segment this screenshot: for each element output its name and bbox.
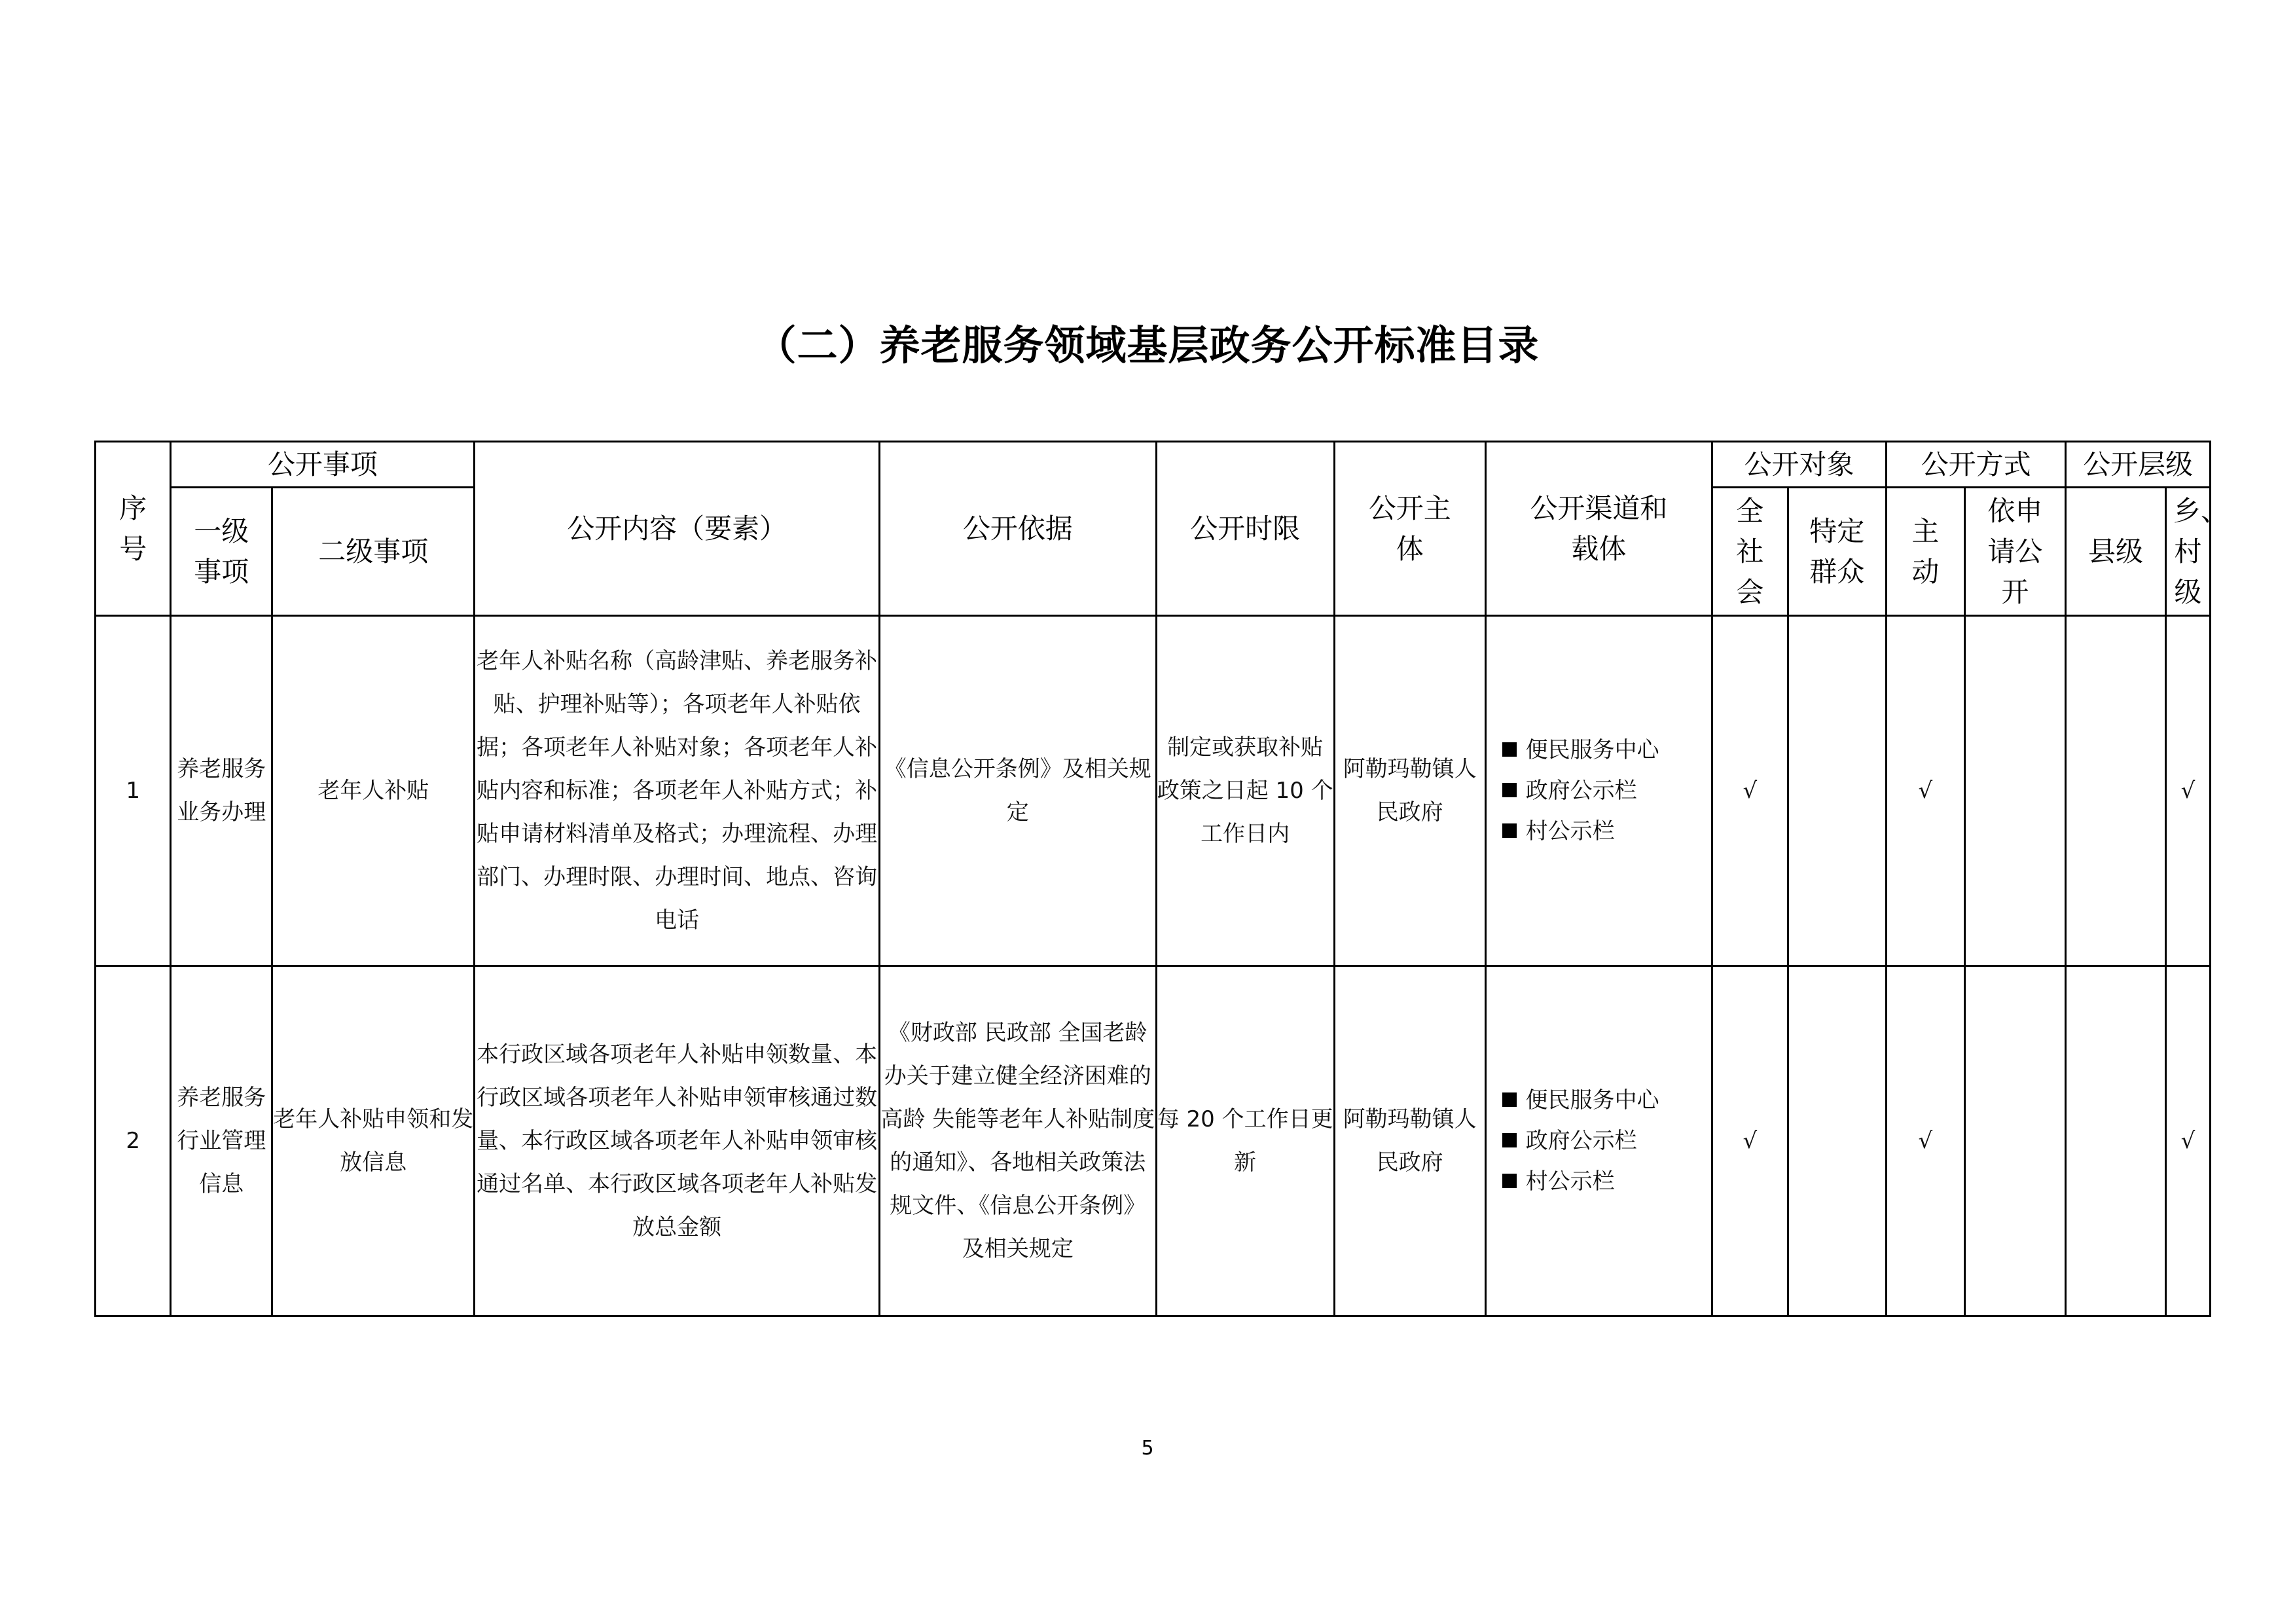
row-channels bbox=[1485, 966, 1712, 1316]
header-method-group: 公开方式 bbox=[1887, 442, 2066, 488]
table-row bbox=[96, 616, 2211, 966]
square-bullet-icon bbox=[1502, 1133, 1517, 1147]
header-level-county: 县级 bbox=[2066, 488, 2166, 616]
row-object-all-check: √ bbox=[1712, 616, 1788, 966]
row-level-town-check: √ bbox=[2165, 616, 2210, 966]
header-time-limit: 公开时限 bbox=[1156, 442, 1334, 616]
row-content: 老年人补贴名称（高龄津贴、养老服务补贴、护理补贴等）；各项老年人补贴依据；各项老年人补贴对象；各项老年人补贴内容和标准；各项老年人补贴方式；补贴申请材料清单及格式；办理流程、办理部门、办理时限、办理时间、地点、咨询电话 bbox=[475, 616, 880, 966]
header-row-1 bbox=[96, 442, 2211, 488]
square-bullet-icon bbox=[1502, 1092, 1517, 1107]
row-time-limit: 每 20 个工作日更新 bbox=[1156, 966, 1334, 1316]
catalog-table bbox=[94, 441, 2228, 1317]
row-level1: 养老服务业务办理 bbox=[171, 616, 272, 966]
header-level1: 一级事项 bbox=[171, 488, 272, 616]
row-method-active-check: √ bbox=[1887, 966, 1965, 1316]
page-title: （二）养老服务领域基层政务公开标准目录 bbox=[755, 321, 1540, 369]
header-items-group: 公开事项 bbox=[171, 442, 475, 488]
header-object-all: 全社会 bbox=[1712, 488, 1788, 616]
row-seq: 2 bbox=[96, 966, 171, 1316]
channel-item bbox=[1502, 1080, 1711, 1121]
header-object-group: 公开对象 bbox=[1712, 442, 1887, 488]
channel-item bbox=[1502, 1121, 1711, 1161]
channel-label: 便民服务中心 bbox=[1525, 737, 1659, 763]
header-method-active: 主动 bbox=[1887, 488, 1965, 616]
page-number: 5 bbox=[1141, 1437, 1154, 1460]
channel-label: 便民服务中心 bbox=[1525, 1087, 1659, 1113]
channel-item bbox=[1502, 730, 1711, 770]
row-level1: 养老服务行业管理信息 bbox=[171, 966, 272, 1316]
header-level-town: 乡、村级 bbox=[2165, 488, 2210, 616]
header-level-group: 公开层级 bbox=[2066, 442, 2211, 488]
row-object-specific-check bbox=[1788, 966, 1887, 1316]
header-basis: 公开依据 bbox=[879, 442, 1156, 616]
channel-item bbox=[1502, 770, 1711, 811]
row-level-town-check: √ bbox=[2165, 966, 2210, 1316]
row-basis: 《信息公开条例》及相关规定 bbox=[879, 616, 1156, 966]
header-level2: 二级事项 bbox=[272, 488, 475, 616]
square-bullet-icon bbox=[1502, 742, 1517, 757]
channel-list bbox=[1487, 730, 1711, 852]
header-content: 公开内容（要素） bbox=[475, 442, 880, 616]
header-method-apply: 依申请公开 bbox=[1964, 488, 2066, 616]
channel-label: 村公示栏 bbox=[1525, 1168, 1615, 1195]
channel-list bbox=[1487, 1080, 1711, 1202]
channel-item bbox=[1502, 1161, 1711, 1202]
header-channel: 公开渠道和载体 bbox=[1485, 442, 1712, 616]
table-row bbox=[96, 966, 2211, 1316]
row-level-county-check bbox=[2066, 966, 2166, 1316]
channel-label: 政府公示栏 bbox=[1525, 1128, 1637, 1154]
row-level2: 老年人补贴 bbox=[272, 616, 475, 966]
square-bullet-icon bbox=[1502, 823, 1517, 838]
row-seq: 1 bbox=[96, 616, 171, 966]
row-object-all-check: √ bbox=[1712, 966, 1788, 1316]
channel-label: 政府公示栏 bbox=[1525, 778, 1637, 804]
row-method-apply-check bbox=[1964, 966, 2066, 1316]
row-basis: 《财政部 民政部 全国老龄办关于建立健全经济困难的高龄 失能等老年人补贴制度的通知》、各地相关政策法规文件、《信息公开条例》及相关规定 bbox=[879, 966, 1156, 1316]
header-subject: 公开主体 bbox=[1334, 442, 1485, 616]
header-seq: 序号 bbox=[96, 442, 171, 616]
channel-label: 村公示栏 bbox=[1525, 818, 1615, 844]
row-method-apply-check bbox=[1964, 616, 2066, 966]
row-content: 本行政区域各项老年人补贴申领数量、本行政区域各项老年人补贴申领审核通过数量、本行政区域各项老年人补贴申领审核通过名单、本行政区域各项老年人补贴发放总金额 bbox=[475, 966, 880, 1316]
row-subject: 阿勒玛勒镇人民政府 bbox=[1334, 966, 1485, 1316]
row-object-specific-check bbox=[1788, 616, 1887, 966]
row-subject: 阿勒玛勒镇人民政府 bbox=[1334, 616, 1485, 966]
row-level2: 老年人补贴申领和发放信息 bbox=[272, 966, 475, 1316]
row-time-limit: 制定或获取补贴政策之日起 10 个工作日内 bbox=[1156, 616, 1334, 966]
row-level-county-check bbox=[2066, 616, 2166, 966]
row-channels bbox=[1485, 616, 1712, 966]
row-method-active-check: √ bbox=[1887, 616, 1965, 966]
channel-item bbox=[1502, 811, 1711, 852]
square-bullet-icon bbox=[1502, 783, 1517, 797]
header-object-specific: 特定群众 bbox=[1788, 488, 1887, 616]
square-bullet-icon bbox=[1502, 1174, 1517, 1188]
